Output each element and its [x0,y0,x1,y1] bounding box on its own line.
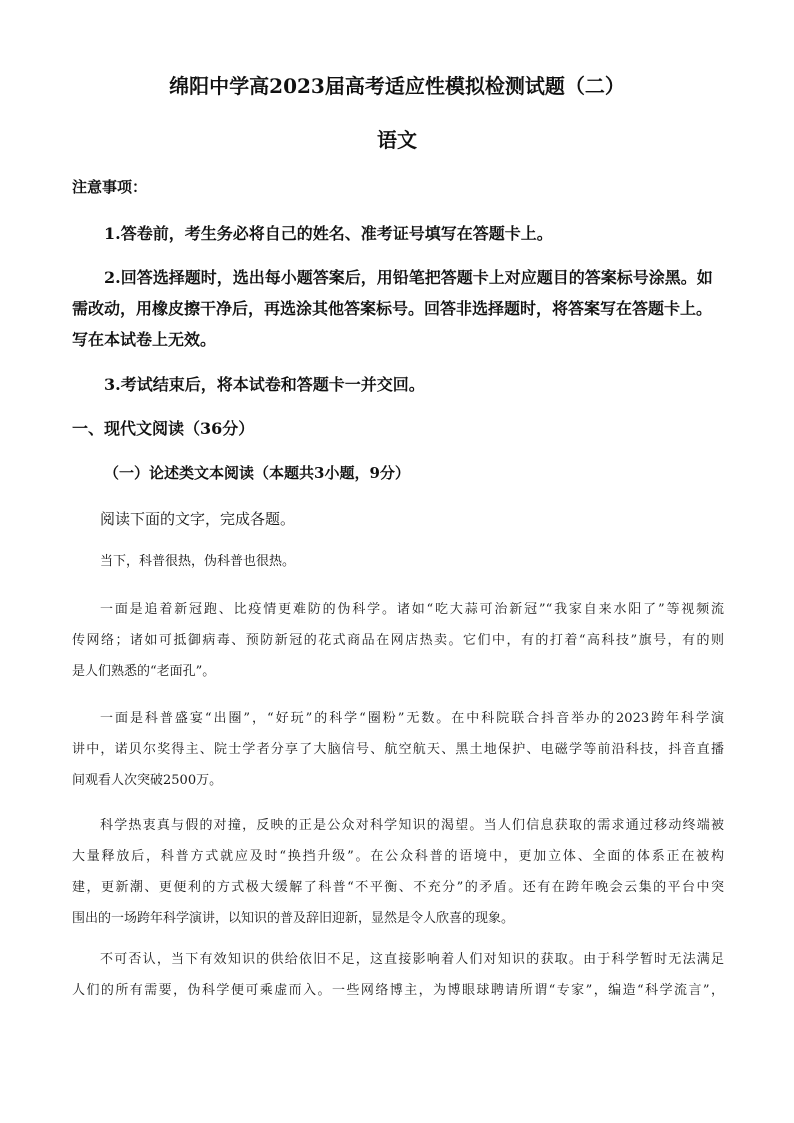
article-paragraph-3-line-2: 讲中，诺贝尔奖得主、院士学者分享了大脑信号、航空航天、黑土地保护、电磁学等前沿科技，抖音直播 [72,742,724,757]
article-paragraph-2-line-1: 一面是追着新冠跑、比疫情更难防的伪科学。诸如“吃大蒜可治新冠”“我家自来水阳了”等视频流 [100,602,724,617]
notice-item-1: 1.答卷前，考生务必将自己的姓名、准考证号填写在答题卡上。 [104,224,553,243]
exam-title: 绵阳中学高2023届高考适应性模拟检测试题（二） [169,74,625,98]
article-paragraph-4-line-4: 围出的一场跨年科学演讲，以知识的普及辞旧迎新，显然是令人欣喜的现象。 [72,911,515,926]
article-paragraph-4 [72,810,724,934]
notice-item-2-line-2: 需改动，用橡皮擦干净后，再选涂其他答案标号。回答非选择题时，将答案写在答题卡上。 [72,299,713,318]
article-paragraph-3-line-3: 间观看人次突破2500万。 [72,773,223,788]
notice-item-3: 3.考试结束后，将本试卷和答题卡一并交回。 [104,375,425,394]
section-1-heading: 一、现代文阅读（36分） [72,419,255,438]
article-paragraph-2-line-3: 是人们熟悉的“老面孔”。 [72,664,216,679]
article-paragraph-2-line-2: 传网络；诸如可抵御病毒、预防新冠的花式商品在网店热卖。它们中，有的打着“高科技”旗号，有的则 [72,633,724,648]
notice-item-2-line-1: 2.回答选择题时，选出每小题答案后，用铅笔把答题卡上对应题目的答案标号涂黑。如 [104,268,713,287]
article-paragraph-3 [72,703,724,796]
article-paragraph-5 [72,944,724,1006]
notice-item-2-line-3: 写在本试卷上无效。 [72,330,217,349]
article-paragraph-2 [72,594,724,687]
article-paragraph-5-line-1: 不可否认，当下有效知识的供给依旧不足，这直接影响着人们对知识的获取。由于科学暂时无法满足 [100,952,724,967]
reading-instruction: 阅读下面的文字，完成各题。 [100,510,296,528]
article-paragraph-4-line-2: 大量释放后，科普方式就应及时“换挡升级”。在公众科普的语境中，更加立体、全面的体系正在被构 [72,849,724,864]
subject-title: 语文 [377,128,417,152]
notice-item-2 [72,262,722,355]
article-paragraph-1: 当下，科普很热，伪科普也很热。 [100,554,296,569]
article-paragraph-4-line-3: 建，更新潮、更便利的方式极大缓解了科普“不平衡、不充分”的矛盾。还有在跨年晚会云集的平台中突 [72,880,724,895]
article-paragraph-4-line-1: 科学热衷真与假的对撞，反映的正是公众对科学知识的渴望。当人们信息获取的需求通过移动终端被 [100,818,724,833]
notice-heading: 注意事项： [72,178,148,196]
article-paragraph-3-line-1: 一面是科普盛宴“出圈”，“好玩”的科学“圈粉”无数。在中科院联合抖音举办的2023跨年科学演 [100,711,724,726]
article-paragraph-5-line-2: 人们的所有需要，伪科学便可乘虚而入。一些网络博主，为博眼球聘请所谓“专家”，编造“科学流言”， [72,983,724,998]
section-1-subheading: （一）论述类文本阅读（本题共3小题，9分） [104,464,410,482]
